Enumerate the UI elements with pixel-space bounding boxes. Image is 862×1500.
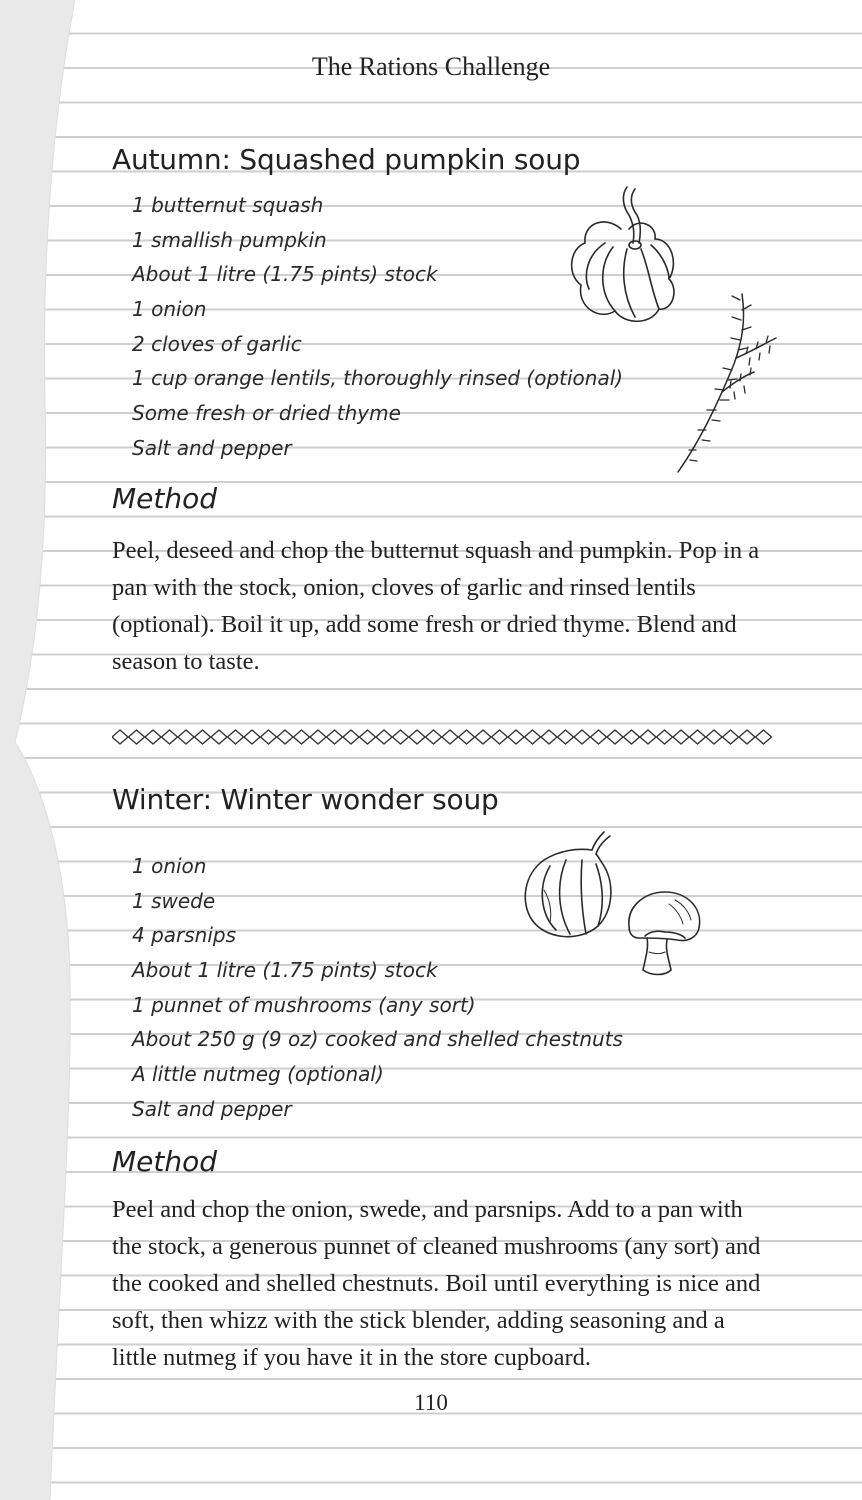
divider-diamond [459,730,475,744]
ingredient-list-autumn [132,188,623,466]
method-heading-autumn: Method [112,482,218,515]
ingredient-item: About 250 g (9 oz) cooked and shelled chestnuts [132,1027,623,1052]
divider-diamond [426,730,442,744]
ingredient-item: Some fresh or dried thyme [132,401,401,426]
divider-diamond [723,730,739,744]
ingredient-item: 1 onion [132,297,207,322]
method-text-winter: Peel and chop the onion, swede, and parsnips. Add to a pan with the stock, a generous punnet of cleaned mushrooms (any sort) and the cooked and shelled chestnuts. Boil until everything is nice and soft, then whizz with the stick blender, adding seasoning and a little nutmeg if you have it in the store cupboard. [112,1196,761,1371]
divider-diamond [360,730,376,744]
divider-diamond [310,730,326,744]
pumpkin-icon [565,185,675,330]
onion-icon [520,830,615,942]
ingredient-item: 4 parsnips [132,923,237,948]
divider-diamond [690,730,706,744]
divider-diamond [673,730,689,744]
divider-diamond [376,730,392,744]
divider-diamond [343,730,359,744]
ingredient-item: 1 cup orange lentils, thoroughly rinsed (optional) [132,366,624,391]
method-heading-winter: Method [112,1145,218,1178]
divider-diamond [706,730,722,744]
divider-diamond [393,730,409,744]
divider-diamond [657,730,673,744]
ingredient-item: 1 swede [132,888,216,913]
divider-diamond [508,730,524,744]
divider-diamond [277,730,293,744]
divider-diamond [112,730,128,744]
divider-diamond [244,730,260,744]
divider-diamond [228,730,244,744]
diamond-chain-divider [112,726,777,748]
divider-diamond [162,730,178,744]
divider-diamond [145,730,161,744]
divider-diamond [591,730,607,744]
ingredient-item: 1 punnet of mushrooms (any sort) [132,992,476,1017]
page-number: 110 [414,1390,448,1415]
ingredient-item: About 1 litre (1.75 pints) stock [132,958,438,983]
recipe-title-winter: Winter: Winter wonder soup [112,783,499,816]
ingredient-item: Salt and pepper [132,435,292,460]
ingredient-item: About 1 litre (1.75 pints) stock [132,262,438,287]
divider-diamond [492,730,508,744]
divider-diamond [574,730,590,744]
mushroom-icon [625,888,705,978]
ingredient-item: A little nutmeg (optional) [132,1062,384,1087]
divider-diamond [442,730,458,744]
thyme-sprig-icon [672,288,787,478]
method-text-autumn: Peel, deseed and chop the butternut squash and pumpkin. Pop in a pan with the stock, onion, cloves of garlic and rinsed lentils (optional). Boil it up, add some fresh or dried thyme. Blend and season to taste. [112,537,760,675]
divider-diamond [756,730,772,744]
divider-diamond [525,730,541,744]
recipe-title-autumn: Autumn: Squashed pumpkin soup [112,143,581,176]
divider-diamond [261,730,277,744]
ingredient-item: 1 onion [132,854,207,878]
ingredient-item: 2 cloves of garlic [132,331,302,356]
page-curl-edge [0,0,90,1500]
divider-diamond [558,730,574,744]
ingredient-item: 1 smallish pumpkin [132,227,327,252]
divider-diamond [178,730,194,744]
divider-diamond [541,730,557,744]
divider-diamond [195,730,211,744]
divider-diamond [640,730,656,744]
divider-diamond [624,730,640,744]
divider-diamond [327,730,343,744]
divider-diamond [129,730,145,744]
divider-diamond [607,730,623,744]
divider-diamond [739,730,755,744]
running-head: The Rations Challenge [311,52,551,81]
ingredient-item: Salt and pepper [132,1096,292,1121]
divider-diamond [294,730,310,744]
divider-diamond [211,730,227,744]
divider-diamond [409,730,425,744]
ingredient-item: 1 butternut squash [132,193,324,217]
divider-diamond [475,730,491,744]
